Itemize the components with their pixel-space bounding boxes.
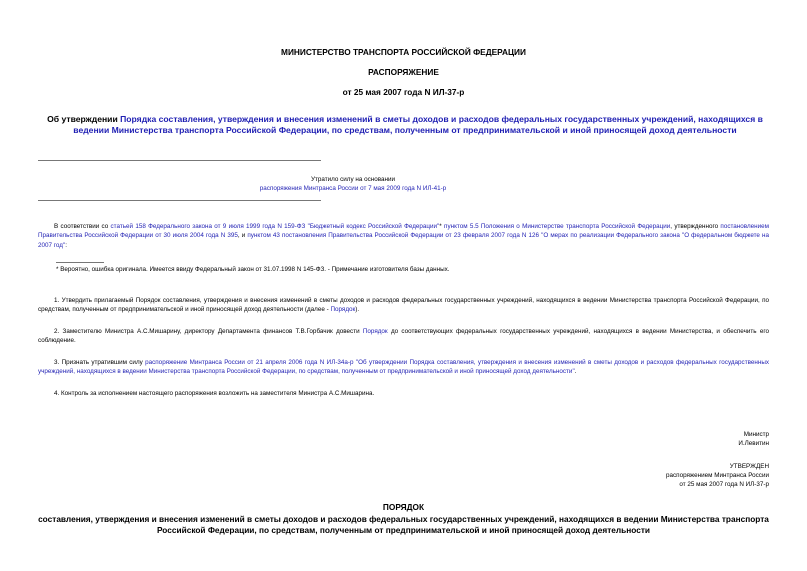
repeal-notice-line: Утратило силу на основании	[310, 176, 396, 183]
title-prefix: Об утверждении	[47, 114, 121, 124]
item-4-paragraph: 4. Контроль за исполнением настоящего распоряжения возложить на заместителя Министра А.С.Мишарина.	[54, 390, 375, 397]
divider-bottom	[38, 200, 321, 201]
approved-by: распоряжением Минтранса России	[666, 472, 769, 479]
preamble-text-3: , утвержденного	[670, 223, 721, 230]
footnote-text: * Вероятно, ошибка оригинала. Имеется ввиду Федеральный закон от 31.07.1998 N 145-ФЗ. - Примечание изготовителя базы данных.	[56, 266, 450, 273]
order-link-2[interactable]: Порядок	[362, 328, 388, 335]
regulation-link[interactable]: пунктом 5.5 Положения о Министерстве транспорта Российской Федерации	[444, 223, 671, 230]
repeal-notice-link[interactable]: распоряжения Минтранса России от 7 мая 2009 года N ИЛ-41-р	[259, 185, 447, 192]
item-2-end: до соответствующих федеральных государственных учреждений, находящихся в ведении Министерства, и обеспечить его соблюдение.	[38, 328, 769, 345]
footnote-rule	[56, 262, 104, 263]
preamble-paragraph	[38, 222, 769, 250]
doc-date-number: от 25 мая 2007 года N ИЛ-37-р	[342, 87, 465, 97]
order-link-1[interactable]: Порядок	[330, 306, 356, 314]
item-1-end: ).	[355, 306, 360, 314]
divider-top	[38, 160, 321, 161]
item-1-text: 1. Утвердить прилагаемый Порядок составления, утверждения и внесения изменений в сметы доходов и расходов федеральных государственных учреждений, находящихся в ведении Министерства транспорта Российской Федерации, по средствам, полученным от предпринимательской и иной приносящей доход деятельности (далее -	[38, 297, 769, 314]
item-3-paragraph	[38, 358, 769, 377]
repealed-order-link[interactable]: распоряжение Минтранса России от 21 апреля 2006 года N ИЛ-34а-р "Об утверждении Порядка составления, утверждения и внесения изменений в сметы доходов и расходов федеральных государственных учреждений, находящихся в ведении Министерства транспорта Российской Федерации, по средствам, полученным от предпринимательской и иной приносящей доход деятельности"	[38, 359, 769, 376]
preamble-text-2: *	[439, 223, 445, 230]
item-2-paragraph	[38, 327, 769, 346]
preamble-text-4: , и	[237, 232, 248, 240]
item-3-text: 3. Признать утратившим силу	[54, 359, 146, 366]
government-decree-395-link[interactable]: постановлением Правительства Российской Федерации от 30 июля 2004 года N 395	[38, 223, 769, 240]
preamble-text-1: В соответствии со	[54, 223, 111, 230]
preamble-text-5: :	[65, 241, 67, 249]
order-subtitle: составления, утверждения и внесения изменений в сметы доходов и расходов федеральных государственных учреждений, находящихся в ведении Министерства транспорта Российской Федерации, по средствам, полученным от предпринимательской и иной приносящей доход деятельности	[38, 514, 769, 535]
signature-name: И.Левитин	[738, 440, 769, 447]
approved-stamp: УТВЕРЖДЕН	[729, 463, 769, 470]
item-3-end: .	[574, 368, 577, 376]
item-2-text: 2. Заместителю Министра А.С.Мишарину, директору Департамента финансов Т.В.Горбачик довести	[54, 328, 363, 335]
doc-type-heading: РАСПОРЯЖЕНИЕ	[368, 67, 439, 77]
approved-date: от 25 мая 2007 года N ИЛ-37-р	[679, 481, 769, 488]
signature-position: Министр	[743, 431, 769, 438]
order-title: ПОРЯДОК	[382, 502, 425, 512]
budget-code-link[interactable]: статьей 158 Федерального закона от 9 июля 1999 года N 159-ФЗ "Бюджетный кодекс Российской Федерации"	[110, 223, 440, 230]
ministry-heading: МИНИСТЕРСТВО ТРАНСПОРТА РОССИЙСКОЙ ФЕДЕРАЦИИ	[281, 47, 526, 57]
document-title	[40, 114, 770, 136]
title-order-link[interactable]: Порядка составления, утверждения и внесения изменений в сметы доходов и расходов федеральных государственных учреждений, находящихся в ведении Министерства транспорта Российской Федерации, по средствам, полученным от предпринимательской и иной приносящей доход деятельности	[73, 114, 763, 135]
government-decree-126-link[interactable]: пунктом 43 постановления Правительства Российской Федерации от 23 февраля 2007 года N 126 "О мерах по реализации Федерального закона "О федеральном бюджете на 2007 год"	[38, 232, 769, 249]
item-1-paragraph	[38, 296, 769, 315]
